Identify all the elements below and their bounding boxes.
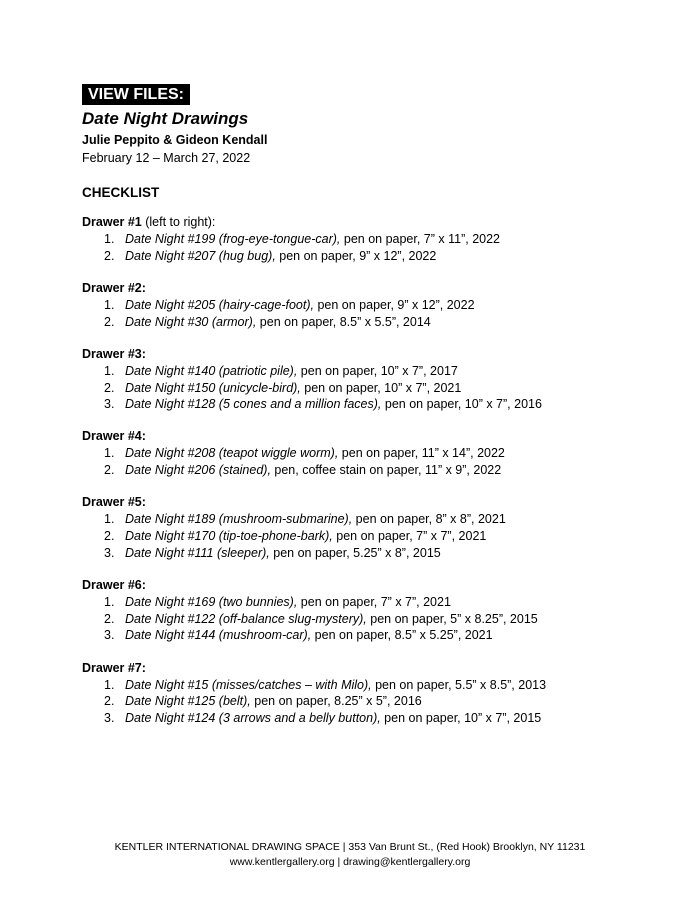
artwork-list	[82, 677, 682, 727]
drawer-name: Drawer #6:	[82, 577, 146, 592]
artwork-details: pen on paper, 8.5” x 5.5”, 2014	[256, 314, 431, 329]
drawer-heading	[82, 577, 682, 594]
artwork-item	[82, 396, 682, 413]
artwork-details: pen on paper, 7” x 7”, 2021	[332, 529, 487, 544]
artwork-title: Date Night #206 (stained),	[125, 463, 271, 478]
artwork-title: Date Night #189 (mushroom-submarine),	[125, 512, 353, 527]
item-number: 1.	[104, 512, 115, 527]
artwork-title: Date Night #124 (3 arrows and a belly button),	[125, 710, 381, 725]
artwork-title: Date Night #199 (frog-eye-tongue-car),	[125, 232, 341, 246]
item-number: 2.	[104, 314, 115, 329]
document-header	[82, 84, 267, 202]
artwork-details: pen on paper, 9” x 12”, 2022	[313, 297, 475, 312]
artwork-item	[82, 611, 682, 628]
drawer-heading	[82, 280, 682, 297]
artwork-title: Date Night #111 (sleeper),	[125, 545, 270, 560]
artwork-title: Date Night #205 (hairy-cage-foot),	[125, 297, 314, 312]
artwork-title: Date Night #170 (tip-toe-phone-bark),	[125, 529, 333, 544]
artwork-details: pen on paper, 7” x 7”, 2021	[297, 594, 451, 609]
artwork-details: pen on paper, 11” x 14”, 2022	[338, 446, 505, 461]
drawer-heading	[82, 494, 682, 511]
item-number: 1.	[104, 446, 115, 461]
artists-line: Julie Peppito & Gideon Kendall	[82, 133, 268, 147]
artwork-list	[82, 445, 682, 478]
artwork-list	[82, 297, 682, 330]
artwork-item	[82, 710, 682, 727]
item-number: 3.	[104, 545, 115, 560]
item-number: 2.	[104, 463, 115, 478]
artwork-title: Date Night #30 (armor),	[125, 314, 257, 329]
artwork-details: pen on paper, 5” x 8.25”, 2015	[366, 611, 538, 626]
item-number: 2.	[104, 248, 115, 263]
item-number: 2.	[104, 611, 115, 626]
item-number: 1.	[104, 232, 115, 246]
drawer-section	[82, 494, 682, 561]
item-number: 1.	[104, 363, 115, 378]
footer-contact: www.kentlergallery.org | drawing@kentlergallery.org	[229, 856, 471, 868]
drawer-section	[82, 280, 682, 330]
drawer-name: Drawer #2:	[82, 280, 146, 295]
item-number: 1.	[104, 677, 115, 692]
drawer-note: (left to right):	[141, 215, 216, 229]
artwork-title: Date Night #122 (off-balance slug-mystery),	[125, 611, 367, 626]
drawer-section	[82, 428, 682, 478]
drawer-heading	[82, 660, 682, 677]
artwork-list	[82, 594, 682, 644]
item-number: 2.	[104, 380, 115, 395]
artwork-details: pen on paper, 8.25” x 5”, 2016	[250, 694, 422, 709]
artwork-item	[82, 363, 682, 380]
artwork-details: pen on paper, 10” x 7”, 2017	[297, 363, 458, 378]
artwork-item	[82, 231, 682, 248]
checklist-drawers	[82, 214, 682, 742]
artwork-item	[82, 677, 682, 694]
drawer-section	[82, 346, 682, 413]
drawer-name: Drawer #1	[82, 215, 142, 229]
artwork-item	[82, 627, 682, 644]
artwork-details: pen, coffee stain on paper, 11” x 9”, 2022	[270, 463, 502, 478]
item-number: 2.	[104, 694, 115, 709]
artwork-title: Date Night #125 (belt),	[125, 694, 251, 709]
footer	[0, 840, 700, 870]
artwork-item	[82, 445, 682, 462]
artwork-title: Date Night #144 (mushroom-car),	[125, 628, 312, 643]
item-number: 1.	[104, 594, 115, 609]
artwork-details: pen on paper, 9” x 12”, 2022	[275, 248, 437, 263]
artwork-item	[82, 297, 682, 314]
artwork-item	[82, 528, 682, 545]
artwork-title: Date Night #140 (patriotic pile),	[125, 363, 298, 378]
artwork-item	[82, 511, 682, 528]
drawer-name: Drawer #4:	[82, 429, 146, 444]
artwork-details: pen on paper, 8” x 8”, 2021	[352, 512, 506, 527]
artwork-details: pen on paper, 10” x 7”, 2021	[300, 380, 462, 395]
artwork-item	[82, 248, 682, 265]
artwork-title: Date Night #15 (misses/catches – with Milo),	[125, 677, 372, 692]
item-number: 2.	[104, 529, 115, 544]
drawer-name: Drawer #3:	[82, 346, 146, 361]
drawer-name: Drawer #5:	[82, 495, 146, 510]
artwork-item	[82, 380, 682, 397]
artwork-title: Date Night #207 (hug bug),	[125, 248, 276, 263]
drawer-section	[82, 214, 682, 264]
artwork-list	[82, 363, 682, 413]
artwork-item	[82, 594, 682, 611]
exhibition-title: Date Night Drawings	[82, 109, 249, 128]
artwork-details: pen on paper, 8.5” x 5.25”, 2021	[311, 628, 493, 643]
artwork-details: pen on paper, 5.5” x 8.5”, 2013	[371, 677, 547, 692]
drawer-heading	[82, 346, 682, 363]
view-files-badge: VIEW FILES:	[82, 84, 190, 105]
artwork-details: pen on paper, 10” x 7”, 2015	[380, 710, 542, 725]
artwork-details: pen on paper, 5.25” x 8”, 2015	[269, 545, 441, 560]
item-number: 1.	[104, 297, 115, 312]
artwork-title: Date Night #128 (5 cones and a million faces),	[125, 397, 382, 412]
artwork-title: Date Night #150 (unicycle-bird),	[125, 380, 301, 395]
item-number: 3.	[104, 397, 115, 412]
artwork-title: Date Night #208 (teapot wiggle worm),	[125, 446, 339, 461]
artwork-title: Date Night #169 (two bunnies),	[125, 594, 298, 609]
artwork-list	[82, 511, 682, 561]
artwork-item	[82, 462, 682, 479]
footer-address: KENTLER INTERNATIONAL DRAWING SPACE | 353 Van Brunt St., (Red Hook) Brooklyn, NY 11231	[114, 841, 586, 853]
artwork-details: pen on paper, 10” x 7”, 2016	[381, 397, 542, 412]
artwork-item	[82, 545, 682, 562]
item-number: 3.	[104, 710, 115, 725]
exhibition-dates: February 12 – March 27, 2022	[82, 151, 251, 165]
drawer-name: Drawer #7:	[82, 660, 146, 675]
checklist-heading: CHECKLIST	[82, 185, 160, 200]
artwork-item	[82, 693, 682, 710]
item-number: 3.	[104, 628, 115, 643]
artwork-list	[82, 231, 682, 264]
drawer-heading	[82, 214, 682, 231]
drawer-heading	[82, 428, 682, 445]
artwork-details: pen on paper, 7” x 11”, 2022	[340, 232, 500, 246]
artwork-item	[82, 314, 682, 331]
drawer-section	[82, 660, 682, 727]
drawer-section	[82, 577, 682, 644]
